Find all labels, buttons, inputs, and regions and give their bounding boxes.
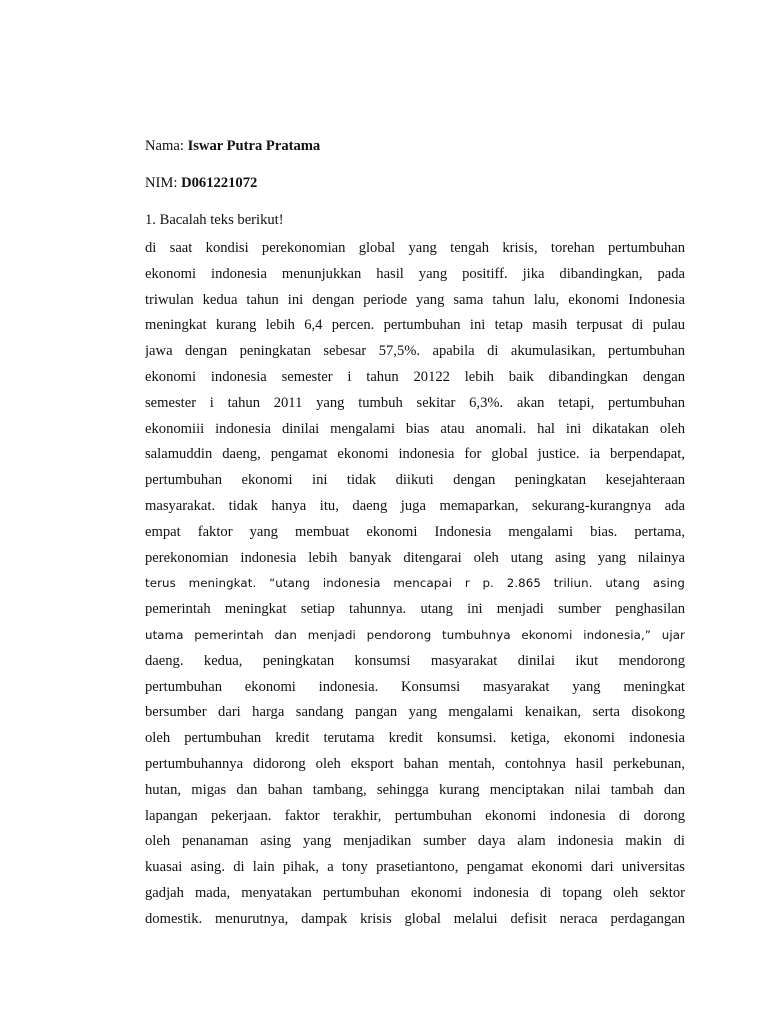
text-line: pertumbuhan ekonomi indonesia. Konsumsi masyarakat yang meningkat xyxy=(145,678,685,695)
text-line: pertumbuhan ekonomi ini tidak diikuti dengan peningkatan kesejahteraan xyxy=(145,472,685,489)
body-paragraph xyxy=(145,236,685,933)
text-line: kuasai asing. di lain pihak, a tony prasetiantono, pengamat ekonomi dari universitas xyxy=(145,859,685,876)
name-field xyxy=(145,136,685,156)
text-line: oleh penanaman asing yang menjadikan sumber daya alam indonesia makin di xyxy=(145,833,685,850)
text-line: jawa dengan peningkatan sebesar 57,5%. apabila di akumulasikan, pertumbuhan xyxy=(145,343,685,360)
nim-label: NIM: xyxy=(145,175,178,191)
text-line: hutan, migas dan bahan tambang, sehingga kurang menciptakan nilai tambah dan xyxy=(145,781,685,798)
text-line: triwulan kedua tahun ini dengan periode yang sama tahun lalu, ekonomi Indonesia xyxy=(145,291,685,308)
text-line: ekonomi indonesia menunjukkan hasil yang positiff. jika dibandingkan, pada xyxy=(145,265,685,282)
name-value: Iswar Putra Pratama xyxy=(187,138,321,154)
nim-field xyxy=(145,173,685,193)
text-line: oleh pertumbuhan kredit terutama kredit konsumsi. ketiga, ekonomi indonesia xyxy=(145,730,685,747)
text-line: bersumber dari harga sandang pangan yang mengalami kenaikan, serta disokong xyxy=(145,704,685,721)
nim-value: D061221072 xyxy=(181,175,258,191)
question-heading: 1. Bacalah teks berikut! xyxy=(145,212,284,228)
text-line: domestik. menurutnya, dampak krisis global melalui defisit neraca perdagangan xyxy=(145,910,685,927)
text-line: pertumbuhannya didorong oleh eksport bahan mentah, contohnya hasil perkebunan, xyxy=(145,755,685,772)
text-line: lapangan pekerjaan. faktor terakhir, pertumbuhan ekonomi indonesia di dorong xyxy=(145,807,685,824)
text-line: ekonomi indonesia semester i tahun 20122 lebih baik dibandingkan dengan xyxy=(145,368,685,385)
text-line: salamuddin daeng, pengamat ekonomi indonesia for global justice. ia berpendapat, xyxy=(145,446,685,463)
document-page xyxy=(145,136,685,927)
text-line: perekonomian indonesia lebih banyak ditengarai oleh utang asing yang nilainya xyxy=(145,549,685,566)
text-line: ekonomiii indonesia dinilai mengalami bias atau anomali. hal ini dikatakan oleh xyxy=(145,420,685,437)
text-line: daeng. kedua, peningkatan konsumsi masyarakat dinilai ikut mendorong xyxy=(145,652,685,669)
text-line: terus meningkat. “utang indonesia mencapai r p. 2.865 triliun. utang asing xyxy=(145,576,685,591)
name-label: Nama: xyxy=(145,138,184,154)
text-line: masyarakat. tidak hanya itu, daeng juga memaparkan, sekurang-kurangnya ada xyxy=(145,497,685,514)
text-line: pemerintah meningkat setiap tahunnya. utang ini menjadi sumber penghasilan xyxy=(145,601,685,618)
text-line: gadjah mada, menyatakan pertumbuhan ekonomi indonesia di topang oleh sektor xyxy=(145,884,685,901)
text-line: utama pemerintah dan menjadi pendorong tumbuhnya ekonomi indonesia,” ujar xyxy=(145,627,685,642)
text-line: meningkat kurang lebih 6,4 percen. pertumbuhan ini tetap masih terpusat di pulau xyxy=(145,317,685,334)
text-line: semester i tahun 2011 yang tumbuh sekitar 6,3%. akan tetapi, pertumbuhan xyxy=(145,394,685,411)
text-line: di saat kondisi perekonomian global yang tengah krisis, torehan pertumbuhan xyxy=(145,240,685,256)
text-line: empat faktor yang membuat ekonomi Indonesia mengalami bias. pertama, xyxy=(145,523,685,540)
